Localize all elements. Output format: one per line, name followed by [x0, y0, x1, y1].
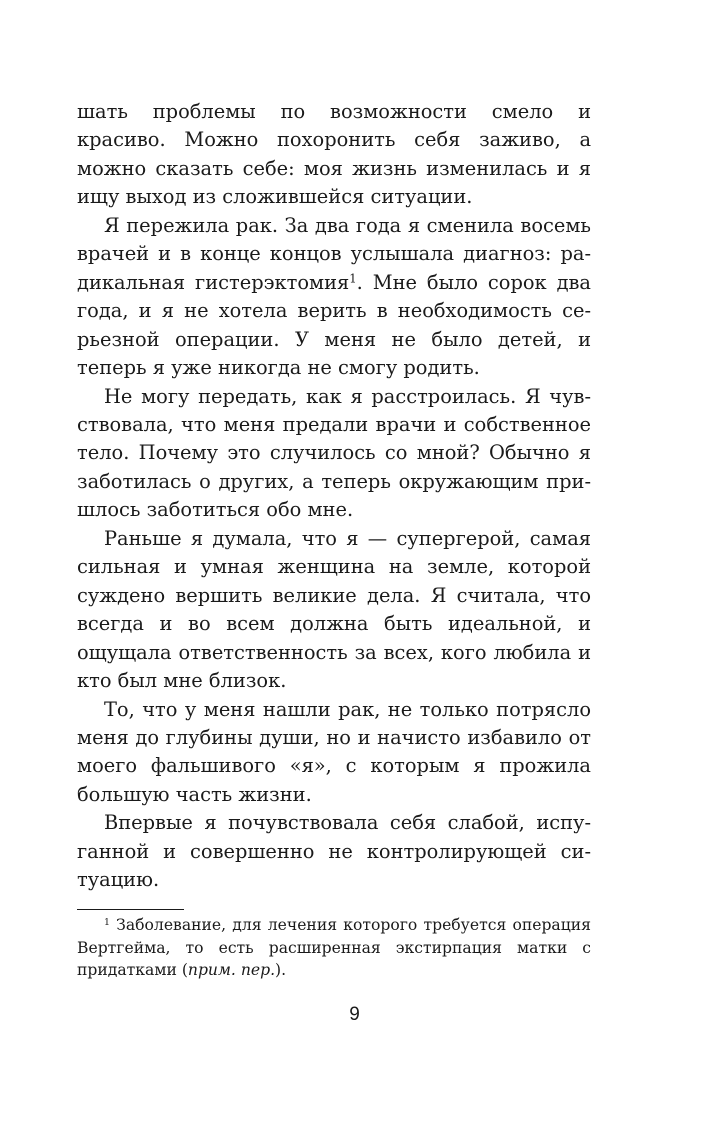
footnote-text: Заболевание, для лечения которого требуется операция Вертгейма, то есть расширенная экстирпация матки с придатками (: [77, 916, 591, 979]
paragraph-3: Не могу передать, как я расстроилась. Я чувствовала, что меня предали врачи и собственное тело. Почему это случилось со мной? Обычно я заботилась о других, а теперь окружающим пришлось заботиться обо мне.: [77, 384, 591, 522]
page-number: 9: [349, 1004, 360, 1025]
paragraph-1: шать проблемы по возможности смело и красиво. Можно похоронить себя заживо, а можно сказать себе: моя жизнь изменилась и я ищу выход из сложившейся ситуации.: [77, 100, 591, 209]
footnote-italic-note: прим. пер.: [187, 961, 276, 979]
paragraph-2-text-start: Я пережила рак. За два года я сменила восемь врачей и в конце концов услышала диагноз: радикальная гистерэктомия: [77, 213, 591, 294]
paragraph-2: [77, 212, 591, 383]
footnote-divider: [77, 909, 184, 910]
paragraph-5: То, что у меня нашли рак, не только потрясло меня до глубины души, но и начисто избавило от моего фальшивого «я», с которым я прожила большую часть жизни.: [77, 697, 591, 806]
paragraph-4: Раньше я думала, что я — супергерой, самая сильная и умная женщина на земле, которой суждено вершить великие дела. Я считала, что всегда и во всем должна быть идеальной, и ощущала ответственность за всех, кого любила и кто был мне близок.: [77, 526, 591, 693]
paragraph-6: Впервые я почувствовала себя слабой, испуганной и совершенно не контролирующей ситуацию.: [77, 811, 591, 892]
footnote-reference: 1: [349, 271, 357, 286]
footnote-mark: 1: [104, 916, 110, 928]
paragraph-2-text-end: . Мне было сорок два года, и я не хотела верить в необходимость серьезной операции. У меня не было детей, и теперь я уже никогда не смогу родить.: [77, 270, 591, 380]
footnote-closing: ).: [275, 961, 287, 979]
page-body: [77, 98, 591, 895]
footnote: [77, 914, 591, 982]
